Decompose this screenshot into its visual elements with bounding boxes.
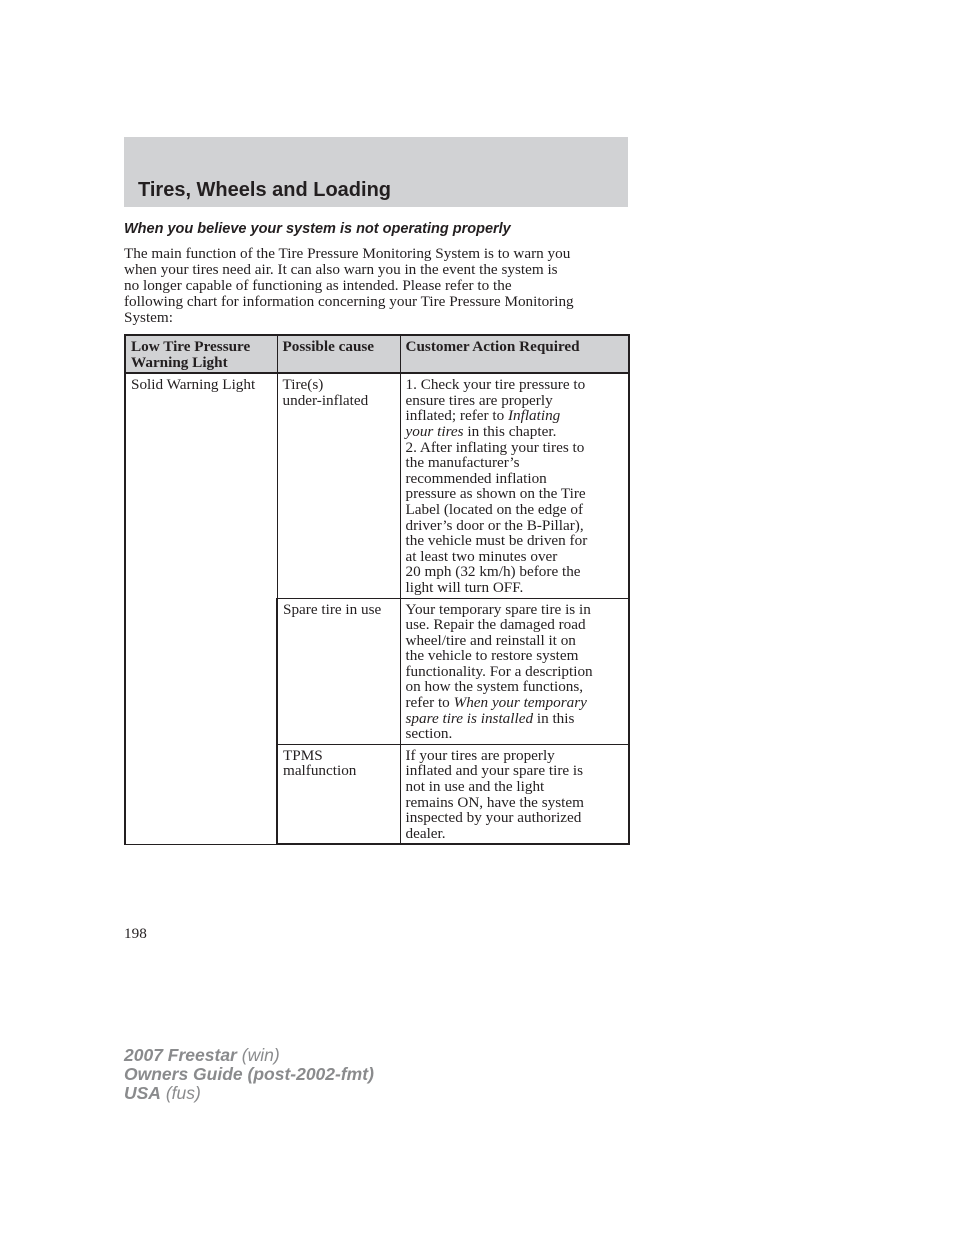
intro-line: System:: [124, 309, 173, 326]
intro-line: no longer capable of functioning as intended. Please refer to the: [124, 277, 512, 294]
header-customer-action: Customer Action Required: [400, 335, 629, 373]
cross-reference: your tires: [405, 422, 464, 440]
footer-line-guide: Owners Guide (post-2002-fmt): [124, 1064, 374, 1084]
cross-reference: Inflating: [507, 407, 561, 425]
action-cell: 1. Check your tire pressure to ensure tires are properly inflated; refer to Inflating your tires in this chapter. 2. After inflating your tires to the manufacturer’s recommended inflation pressure as shown on the Tire Label (located on the edge of driver’s door or the B-Pillar), the vehicle must be driven for at least two minutes over 20 mph (32 km/h) before the light will turn OFF.: [400, 373, 629, 598]
cross-reference: When your temporary: [453, 694, 587, 712]
header-warning-light: Low Tire Pressure Warning Light: [125, 335, 277, 373]
page-number: 198: [124, 925, 147, 942]
cross-reference: spare tire is installed: [405, 709, 534, 727]
intro-line: The main function of the Tire Pressure Monitoring System is to warn you: [124, 245, 571, 262]
intro-line: when your tires need air. It can also warn you in the event the system is: [124, 261, 558, 278]
document-footer: [124, 1046, 374, 1103]
footer-line-model: 2007 Freestar (win): [124, 1045, 280, 1065]
footer-line-market: USA (fus): [124, 1083, 201, 1103]
table-header-row: [125, 335, 629, 373]
table-row: [125, 373, 629, 598]
warning-light-cell: Solid Warning Light: [125, 373, 277, 844]
action-cell: If your tires are properly inflated and your spare tire is not in use and the light remains ON, have the system inspected by your authorized dealer.: [400, 744, 629, 844]
section-header-band: [124, 137, 628, 207]
action-cell: Your temporary spare tire is in use. Repair the damaged road wheel/tire and reinstall it on the vehicle to restore system functionality. For a description on how the system functions, refer to When your temporary spare tire is installed in this section.: [400, 598, 629, 744]
cause-cell: TPMS malfunction: [277, 744, 400, 844]
cause-cell: Spare tire in use: [277, 598, 400, 744]
subheading: When you believe your system is not operating properly: [124, 221, 511, 237]
intro-paragraph: [124, 246, 630, 326]
section-title: Tires, Wheels and Loading: [138, 179, 392, 201]
intro-line: following chart for information concerning your Tire Pressure Monitoring: [124, 293, 574, 310]
header-possible-cause: Possible cause: [277, 335, 400, 373]
tpms-chart-table: [124, 334, 630, 845]
cause-cell: Tire(s) under-inflated: [277, 373, 400, 598]
